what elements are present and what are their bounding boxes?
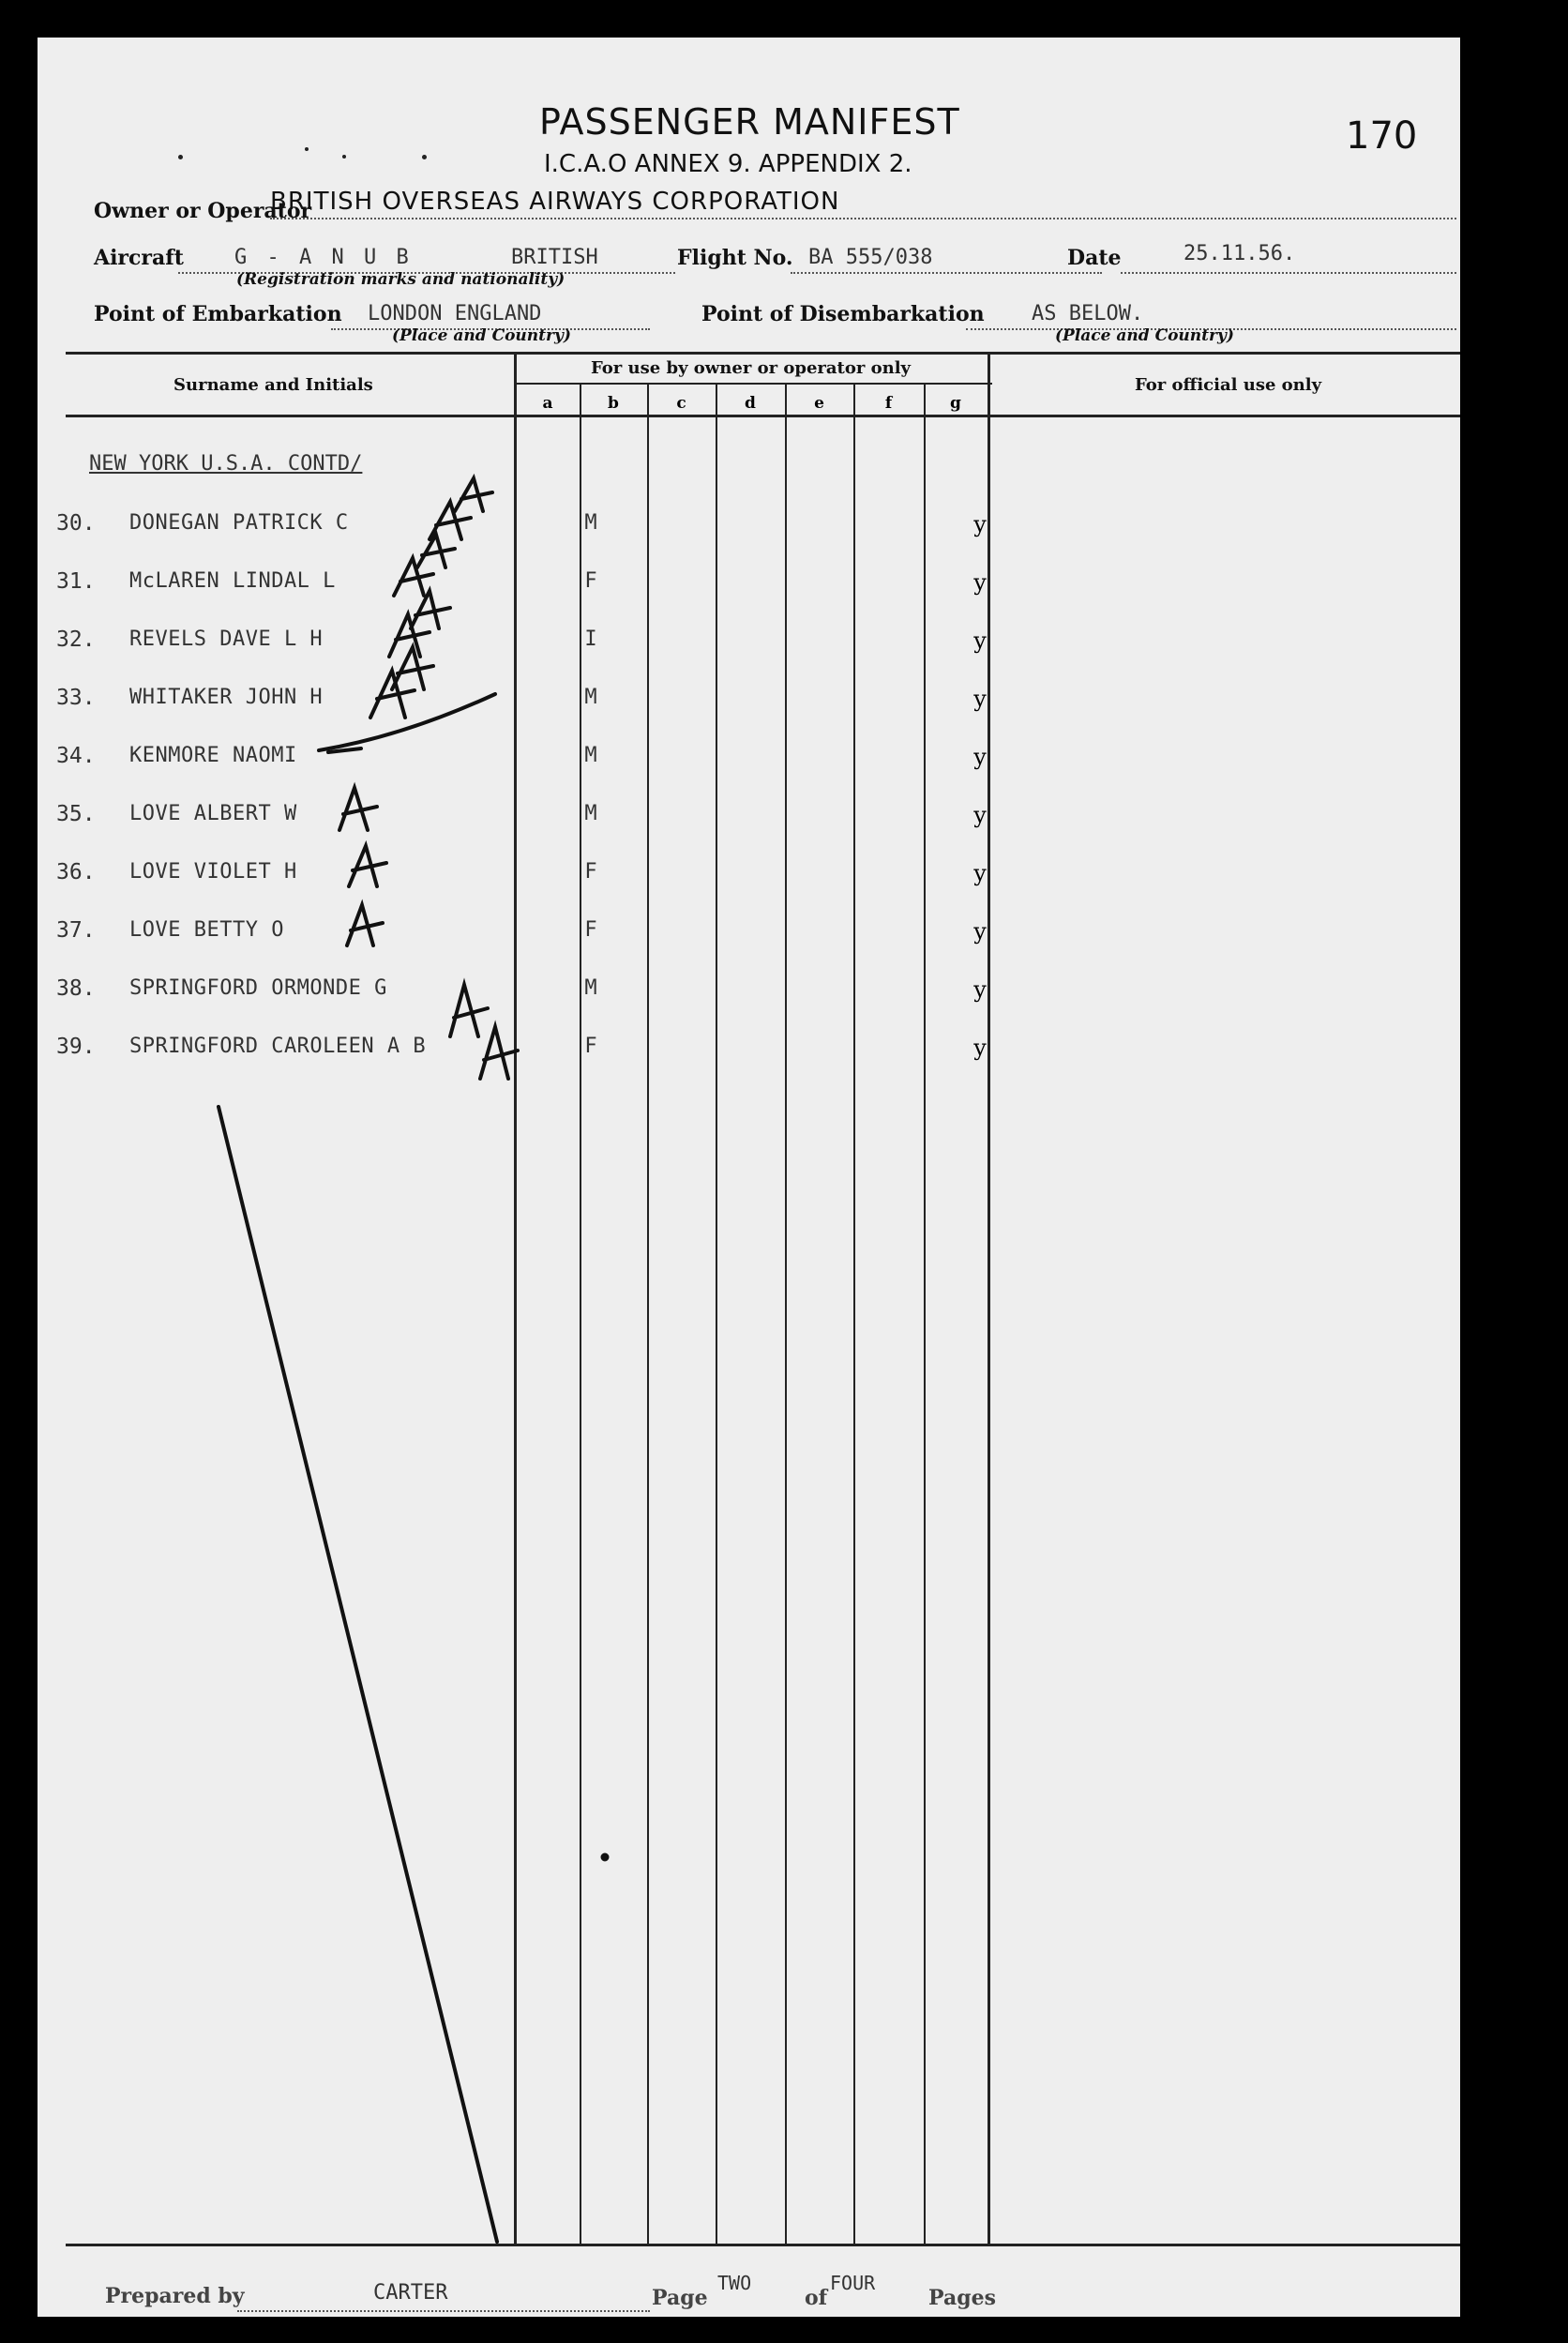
col-header-f: f [884, 394, 893, 413]
col-g-value: y [973, 511, 987, 537]
handwritten-long-stroke [219, 1107, 497, 2242]
surname-header: Surname and Initials [173, 375, 373, 395]
manifest-page [38, 38, 1460, 2317]
col-a-value: F [584, 860, 597, 884]
disembarkation-value: AS BELOW. [1032, 302, 1144, 325]
col-header-c: c [676, 394, 686, 413]
passenger-name: REVELS DAVE L H [129, 627, 324, 651]
handwriting-layer [38, 38, 1460, 2317]
col-a-value: M [584, 511, 597, 535]
col-header-a: a [542, 394, 553, 413]
total-pages-value: FOUR [830, 2272, 876, 2294]
row-number: 32. [56, 627, 96, 652]
passenger-name: SPRINGFORD CAROLEEN A B [129, 1035, 427, 1058]
registration-caption: (Registration marks and nationality) [236, 270, 565, 289]
handwritten-a-mark [411, 591, 450, 628]
col-g-value: y [973, 1035, 987, 1061]
row-number: 31. [56, 569, 96, 594]
handwritten-a-mark [370, 671, 415, 718]
col-header-b: b [608, 394, 619, 413]
col-g-value: y [973, 918, 987, 945]
col-header-d: d [745, 394, 756, 413]
row-number: 34. [56, 744, 96, 768]
ink-dot [603, 1855, 608, 1860]
row-number: 30. [56, 511, 96, 536]
col-a-value: I [584, 627, 597, 651]
form-title: PASSENGER MANIFEST [539, 101, 960, 143]
row-number: 38. [56, 976, 96, 1001]
page-number: 170 [1346, 114, 1418, 158]
prepared-by-value: CARTER [373, 2281, 448, 2305]
owner-label: Owner or Operator [94, 199, 312, 223]
col-g-value: y [973, 627, 987, 654]
form-subtitle: I.C.A.O ANNEX 9. APPENDIX 2. [544, 150, 912, 178]
handwritten-strike-line [319, 694, 495, 750]
col-header-g: g [950, 394, 961, 413]
col-a-value: M [584, 686, 597, 709]
embarkation-label: Point of Embarkation [94, 302, 342, 326]
passenger-name: WHITAKER JOHN H [129, 686, 324, 709]
section-heading: NEW YORK U.S.A. CONTD/ [89, 452, 363, 476]
col-g-value: y [973, 686, 987, 712]
flight-value: BA 555/038 [808, 246, 933, 269]
handwritten-a-mark [450, 985, 488, 1036]
col-g-value: y [973, 802, 987, 828]
disembarkation-caption: (Place and Country) [1055, 326, 1234, 345]
col-a-value: F [584, 918, 597, 942]
page-value: TWO [717, 2272, 752, 2294]
of-label: of [805, 2286, 828, 2310]
aircraft-nationality: BRITISH [511, 246, 598, 269]
row-number: 37. [56, 918, 96, 943]
owner-value: BRITISH OVERSEAS AIRWAYS CORPORATION [270, 188, 1456, 219]
passenger-name: LOVE BETTY O [129, 918, 284, 942]
col-a-value: F [584, 569, 597, 593]
col-a-value: F [584, 1035, 597, 1058]
passenger-name: LOVE ALBERT W [129, 802, 297, 825]
col-g-value: y [973, 744, 987, 770]
col-header-e: e [814, 394, 824, 413]
col-g-value: y [973, 976, 987, 1003]
flight-label: Flight No. [677, 246, 793, 270]
date-value: 25.11.56. [1184, 242, 1296, 265]
passenger-name: LOVE VIOLET H [129, 860, 297, 884]
pages-label: Pages [928, 2286, 996, 2310]
prepared-by-label: Prepared by [105, 2284, 245, 2308]
passenger-name: KENMORE NAOMI [129, 744, 297, 767]
official-use-header: For official use only [1135, 375, 1322, 395]
col-a-value: M [584, 802, 597, 825]
handwritten-a-mark [455, 478, 492, 511]
col-a-value: M [584, 976, 597, 1000]
passenger-name: DONEGAN PATRICK C [129, 511, 349, 535]
aircraft-label: Aircraft [94, 246, 184, 270]
passenger-name: McLAREN LINDAL L [129, 569, 336, 593]
date-label: Date [1067, 246, 1122, 270]
handwritten-a-mark [480, 1027, 518, 1079]
col-g-value: y [973, 860, 987, 886]
row-number: 36. [56, 860, 96, 884]
embarkation-value: LONDON ENGLAND [368, 302, 542, 325]
row-number: 39. [56, 1035, 96, 1059]
handwritten-a-mark [392, 647, 433, 689]
handwritten-a-mark [349, 846, 386, 886]
disembarkation-label: Point of Disembarkation [701, 302, 985, 326]
col-a-value: M [584, 744, 597, 767]
col-g-value: y [973, 569, 987, 596]
handwritten-a-mark [347, 905, 383, 945]
embarkation-caption: (Place and Country) [392, 326, 571, 345]
handwritten-a-mark [394, 558, 433, 596]
handwritten-a-mark [417, 535, 455, 567]
row-number: 33. [56, 686, 96, 710]
row-number: 35. [56, 802, 96, 826]
aircraft-registration: G - A N U B [234, 246, 413, 269]
handwritten-a-mark [339, 788, 377, 830]
page-label: Page [652, 2286, 708, 2310]
passenger-name: SPRINGFORD ORMONDE G [129, 976, 387, 1000]
owner-use-header: For use by owner or operator only [591, 358, 911, 378]
